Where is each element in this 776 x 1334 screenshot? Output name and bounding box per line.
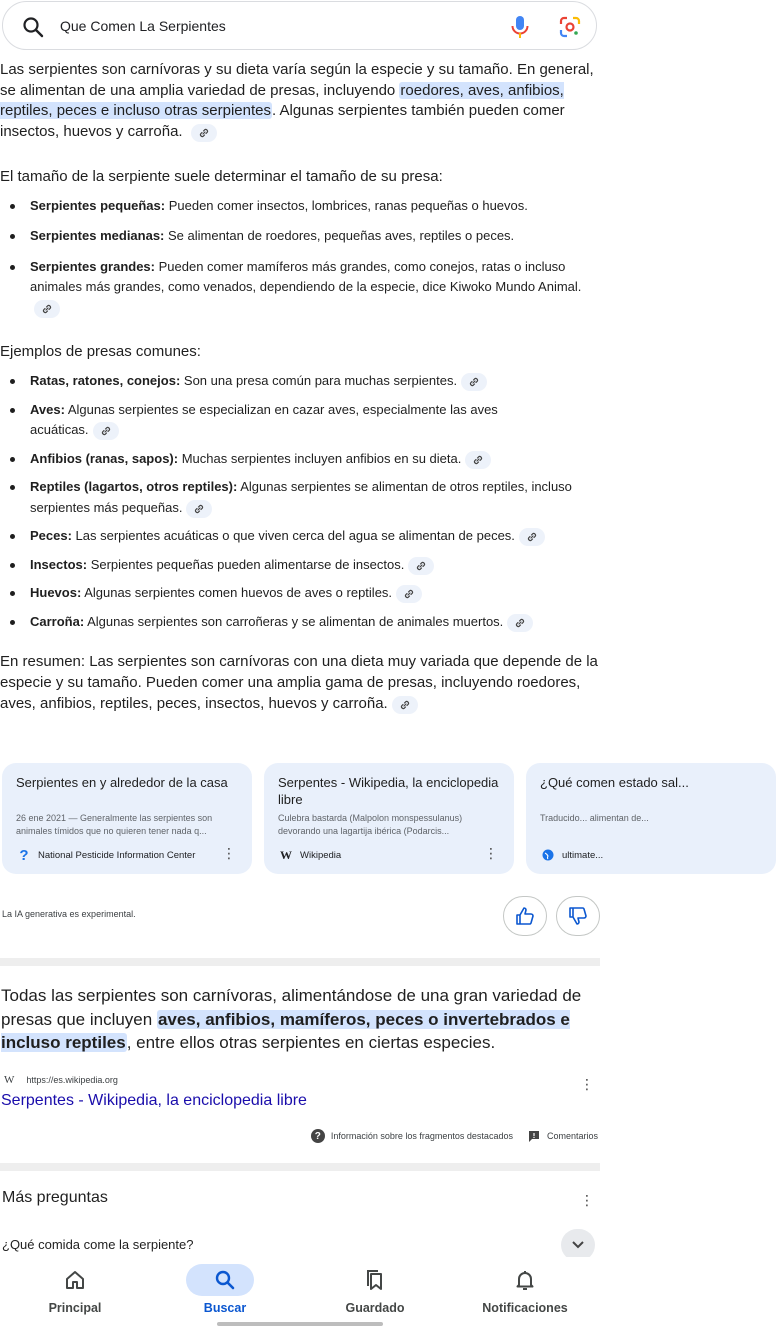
source-link-chip[interactable] <box>519 528 545 546</box>
card-source <box>278 848 341 862</box>
source-link-chip[interactable] <box>408 557 434 575</box>
item-text: Pueden comer insectos, lombrices, ranas pequeñas o huevos. <box>165 197 528 213</box>
google-lens-icon[interactable] <box>558 15 582 39</box>
item-title: Insectos: <box>30 556 88 572</box>
item-title: Anfibios (ranas, sapos): <box>30 450 179 466</box>
home-icon <box>63 1268 87 1292</box>
ai-disclaimer: La IA generativa es experimental. <box>2 909 136 919</box>
snippet-text-end: , entre ellos otras serpientes en ciertas especies. <box>126 1033 496 1052</box>
section-divider <box>0 958 600 966</box>
source-card[interactable] <box>264 763 514 874</box>
more-options-icon[interactable]: ⋮ <box>580 1076 594 1092</box>
item-text: Se alimentan de roedores, pequeñas aves, reptiles o peces. <box>164 228 515 244</box>
source-link-chip[interactable] <box>396 585 422 603</box>
thumbs-down-icon <box>568 906 588 926</box>
more-questions-title: Más preguntas <box>2 1189 108 1206</box>
summary-text: En resumen: Las serpientes son carnívoras con una dieta muy variada que depende de la especie y su tamaño. Pueden comer una amplia gama de presas, incluyendo roedores, aves, anfibios, reptiles, peces, insectos, huevos y carroña. <box>0 653 598 712</box>
link-icon <box>198 127 210 139</box>
card-description: Traducido... alimentan de... <box>540 813 649 823</box>
thumbs-up-button[interactable] <box>503 896 547 936</box>
item-title: Serpientes pequeñas: <box>30 197 166 213</box>
item-text: Muchas serpientes incluyen anfibios en su dieta. <box>178 450 462 466</box>
item-text: Son una presa común para muchas serpientes. <box>180 373 458 389</box>
nav-item-notificaciones[interactable] <box>450 1257 600 1327</box>
search-icon <box>213 1268 237 1292</box>
link-icon <box>193 503 205 515</box>
item-title: Carroña: <box>30 613 85 629</box>
search-input[interactable]: Que Comen La Serpientes <box>60 18 226 34</box>
snippet-info-row <box>311 1129 598 1143</box>
intro-highlight: roedores, aves, anfibios, reptiles, peces e incluso otras serpientes <box>0 81 564 120</box>
search-bar[interactable] <box>2 1 597 50</box>
thumbs-down-button[interactable] <box>556 896 600 936</box>
card-description: 26 ene 2021 — Generalmente las serpientes son animales tímidos que no quieren tener nada q... <box>16 813 213 836</box>
search-icon[interactable] <box>21 15 45 39</box>
more-options-icon[interactable]: ⋮ <box>484 845 498 861</box>
home-indicator <box>217 1322 383 1326</box>
size-list <box>0 196 600 319</box>
card-title: Serpentes - Wikipedia, la enciclopedia libre <box>278 775 499 807</box>
link-icon <box>41 303 53 315</box>
item-text: Algunas serpientes son carroñeras y se alimentan de animales muertos. <box>84 613 504 629</box>
snippet-text: Todas las serpientes son carnívoras, alimentándose de una gran variedad de presas que incluyen <box>1 986 582 1029</box>
card-source <box>540 848 603 862</box>
link-icon <box>100 425 112 437</box>
source-link-chip[interactable] <box>34 300 60 318</box>
item-text: Algunas serpientes se especializan en cazar aves, especialmente las aves acuáticas. <box>30 401 498 438</box>
link-icon <box>526 531 538 543</box>
thumbs-up-icon <box>515 906 535 926</box>
source-card[interactable] <box>2 763 252 874</box>
nav-label: Notificaciones <box>482 1301 568 1315</box>
snippet-highlight: aves, anfibios, mamíferos, peces o invertebrados e incluso reptiles <box>1 1009 570 1052</box>
featured-snippet <box>1 984 597 1055</box>
list-item <box>0 612 600 633</box>
nav-label: Buscar <box>203 1301 247 1315</box>
item-text: Las serpientes acuáticas o que viven cerca del agua se alimentan de peces. <box>71 528 515 544</box>
ai-overview <box>0 60 600 714</box>
snippet-url: https://es.wikipedia.org <box>26 1075 118 1085</box>
section-divider <box>0 1163 600 1171</box>
source-link-chip[interactable] <box>186 500 212 518</box>
card-site-name: ultimate... <box>562 849 604 861</box>
npic-logo-icon: ? <box>19 846 29 864</box>
card-description: Culebra bastarda (Malpolon monspessulanus) devorando una lagartija ibérica (Podarcis... <box>278 813 463 836</box>
list-item <box>0 400 600 441</box>
item-title: Serpientes grandes: <box>30 258 155 274</box>
link-icon <box>399 699 411 711</box>
snippet-source[interactable] <box>4 1074 118 1086</box>
nav-item-principal[interactable] <box>0 1257 150 1327</box>
nav-label: Principal <box>48 1301 102 1315</box>
list-item <box>0 371 600 392</box>
card-title: Serpientes en y alrededor de la casa <box>16 775 228 790</box>
nav-item-buscar[interactable] <box>150 1257 300 1327</box>
item-text: Algunas serpientes se alimentan de otros reptiles, incluso serpientes más pequeñas. <box>30 479 572 515</box>
item-text: Serpientes pequeñas pueden alimentarse de insectos. <box>87 556 405 572</box>
microphone-icon[interactable] <box>508 14 532 40</box>
wikipedia-logo-icon: W <box>280 847 292 862</box>
list-item <box>0 257 600 319</box>
source-card[interactable] <box>526 763 776 874</box>
item-title: Reptiles (lagartos, otros reptiles): <box>30 479 238 495</box>
source-link-chip[interactable] <box>191 124 217 142</box>
chevron-down-icon <box>571 1240 585 1250</box>
feedback-link[interactable]: Comentarios <box>546 1131 598 1141</box>
card-title: ¿Qué comen estado sal... <box>540 775 689 790</box>
item-title: Peces: <box>30 528 72 544</box>
prey-heading: Ejemplos de presas comunes: <box>0 343 201 361</box>
list-item <box>0 583 600 604</box>
source-link-chip[interactable] <box>461 373 487 391</box>
item-title: Ratas, ratones, conejos: <box>30 373 181 389</box>
intro-text-end: . Algunas serpientes también pueden comer insectos, huevos y carroña. <box>0 102 565 141</box>
item-title: Huevos: <box>30 585 82 601</box>
overview-summary <box>0 652 600 714</box>
source-link-chip[interactable] <box>465 451 491 469</box>
card-site-name: Wikipedia <box>300 849 342 861</box>
bell-icon <box>513 1268 537 1292</box>
globe-icon <box>540 848 556 862</box>
nav-label: Guardado <box>345 1301 405 1315</box>
more-options-icon[interactable]: ⋮ <box>222 845 236 861</box>
list-item <box>0 555 600 576</box>
question-item[interactable]: ¿Qué comida come la serpiente? <box>2 1237 194 1252</box>
wikipedia-logo-icon: W <box>4 1074 15 1086</box>
source-link-chip[interactable] <box>392 696 418 714</box>
intro-text: Las serpientes son carnívoras y su dieta varía según la especie y su tamaño. En general, se alimentan de una amplia variedad de presas, incluyendo <box>0 61 594 99</box>
bookmark-icon <box>363 1268 387 1292</box>
help-icon[interactable]: ? <box>311 1129 325 1143</box>
link-icon <box>468 376 480 388</box>
link-icon <box>472 454 484 466</box>
item-text: Algunas serpientes comen huevos de aves o reptiles. <box>81 585 393 601</box>
link-icon <box>403 588 415 600</box>
item-title: Aves: <box>30 401 65 417</box>
list-item <box>0 477 600 518</box>
item-text: Pueden comer mamíferos más grandes, como conejos, ratas o incluso animales más grandes, como venados, dependiendo de la especie, dice Kiwoko Mundo Animal. <box>30 258 582 295</box>
source-link-chip[interactable] <box>507 614 533 632</box>
source-cards <box>0 763 689 875</box>
list-item <box>0 196 600 217</box>
overview-intro <box>0 60 600 143</box>
snippet-info-link[interactable]: Información sobre los fragmentos destacados <box>330 1131 513 1141</box>
list-item <box>0 526 600 547</box>
list-item <box>0 226 600 247</box>
snippet-link[interactable]: Serpentes - Wikipedia, la enciclopedia libre <box>1 1092 307 1109</box>
card-source <box>16 848 195 862</box>
link-icon <box>514 617 526 629</box>
more-options-icon[interactable]: ⋮ <box>580 1192 594 1208</box>
size-heading: El tamaño de la serpiente suele determinar el tamaño de su presa: <box>0 167 443 185</box>
item-title: Serpientes medianas: <box>30 228 165 244</box>
source-link-chip[interactable] <box>93 422 119 440</box>
feedback-icon[interactable] <box>527 1129 541 1143</box>
link-icon <box>415 560 427 572</box>
card-site-name: National Pesticide Information Center <box>38 849 196 861</box>
prey-list <box>0 371 600 632</box>
nav-item-guardado[interactable] <box>300 1257 450 1327</box>
list-item <box>0 449 600 470</box>
